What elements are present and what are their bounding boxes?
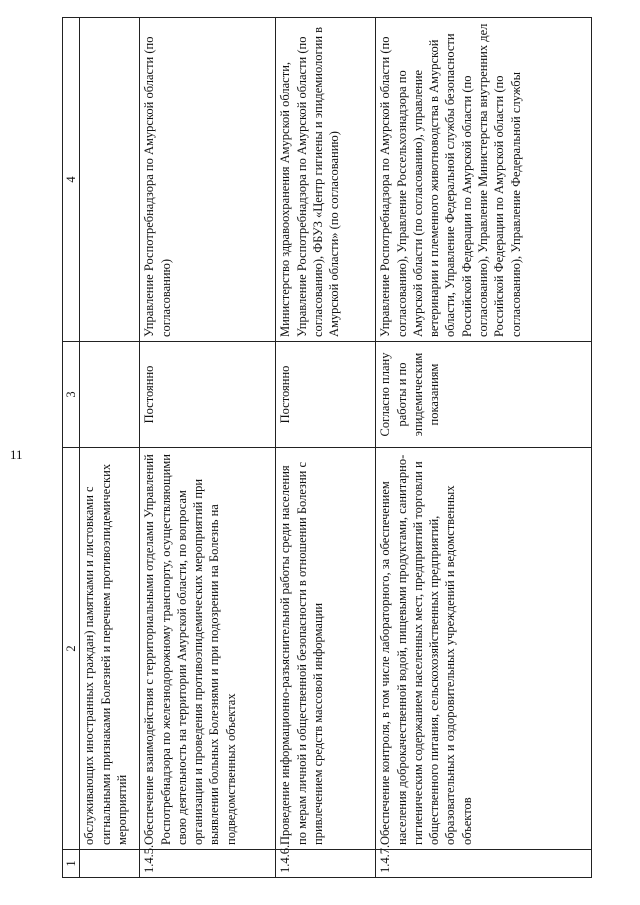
- header-cell: 4: [63, 18, 80, 342]
- executor-cell: Управление Роспотребнадзора по Амурской области (по согласованию): [140, 18, 276, 342]
- page-number: 11: [10, 447, 23, 462]
- term-cell: Постоянно: [276, 342, 376, 448]
- rotated-page: [62, 18, 592, 878]
- row-number: [80, 850, 140, 878]
- term-cell: Согласно плану работы и по эпидемическим показаниям: [376, 342, 592, 448]
- executor-cell: Управление Роспотребнадзора по Амурской области (по согласованию), Управление Россельхознадзора по Амурской области (по согласованию), управление ветеринарии и племенного животноводства в Амурской области, Управление Федеральной службы безопасности Российской Федерации по Амурской области (по согласованию), Управление Министерства внутренних дел Российской Федерации по Амурской области (по согласованию), Управление Федеральной службы: [376, 18, 592, 342]
- measures-table: [62, 17, 592, 878]
- activity-cell: Проведение информационно-разъяснительной работы среди населения по мерам личной и общественной безопасности в отношении Болезни с привлечением средств массовой информации: [276, 448, 376, 850]
- header-cell: 2: [63, 448, 80, 850]
- row-number: 1.4.5.: [140, 850, 276, 878]
- header-cell: 1: [63, 850, 80, 878]
- executor-cell: Министерство здравоохранения Амурской области, Управление Роспотребнадзора по Амурской области (по согласованию), ФБУЗ «Центр гигиены и эпидемиологии в Амурской области» (по согласованию): [276, 18, 376, 342]
- activity-cell: Обеспечение взаимодействия с территориальными отделами Управлений Роспотребнадзора по железнодорожному транспорту, осуществляющими свою деятельность на территории Амурской области, по вопросам организации и проведения противоэпидемических мероприятий при выявлении больных Болезнями и при подозрении на Болезнь на подведомственных объектах: [140, 448, 276, 850]
- table-row: [276, 18, 376, 878]
- table-row: [80, 18, 140, 878]
- activity-cell: обслуживающих иностранных граждан) памятками и листовками с сигнальными признаками Болезней и перечнем противоэпидемических мероприятий: [80, 448, 140, 850]
- executor-cell: [80, 18, 140, 342]
- activity-cell: Обеспечение контроля, в том числе лабораторного, за обеспечением населения доброкачественной водой, пищевыми продуктами, санитарно-гигиеническим содержанием населенных мест, предприятий торговли и общественного питания, сельскохозяйственных предприятий, образовательных и оздоровительных учреждений и ведомственных объектов: [376, 448, 592, 850]
- header-row: [63, 18, 80, 878]
- row-number: 1.4.7.: [376, 850, 592, 878]
- term-cell: Постоянно: [140, 342, 276, 448]
- header-cell: 3: [63, 342, 80, 448]
- row-number: 1.4.6.: [276, 850, 376, 878]
- table-row: [140, 18, 276, 878]
- term-cell: [80, 342, 140, 448]
- table-row: [376, 18, 592, 878]
